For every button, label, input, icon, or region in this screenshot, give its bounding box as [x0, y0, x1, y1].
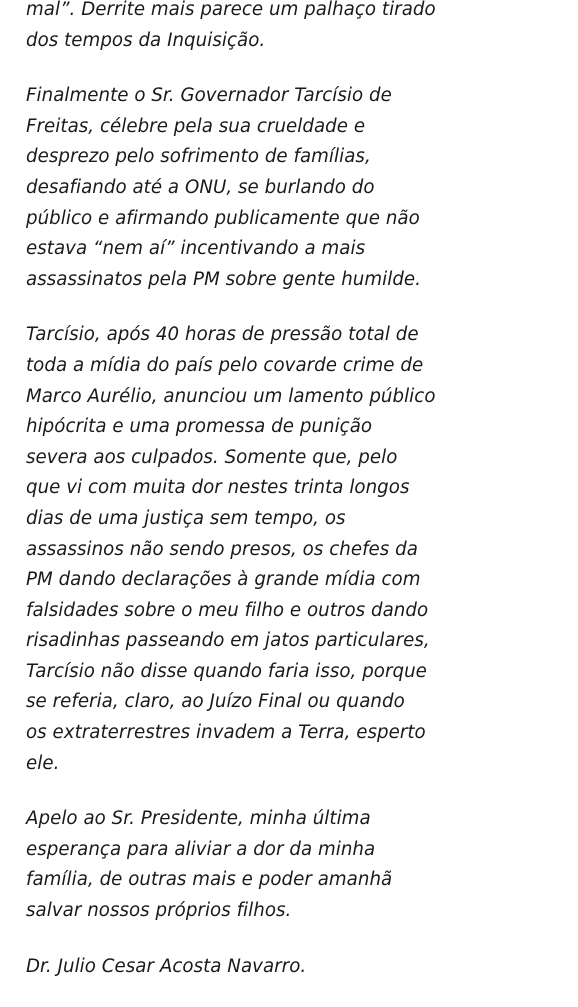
text-line: hipócrita e uma promessa de punição	[26, 416, 373, 438]
text-line: falsidades sobre o meu filho e outros dando	[26, 599, 429, 621]
text-line: Tarcísio, após 40 horas de pressão total de	[26, 324, 419, 346]
text-line: desprezo pelo sofrimento de famílias,	[26, 146, 371, 168]
text-line: salvar nossos próprios filhos.	[26, 900, 292, 922]
text-line: assassinatos pela PM sobre gente humilde.	[26, 268, 421, 290]
text-line: família, de outras mais e poder amanhã	[26, 869, 393, 891]
text-line: Freitas, célebre pela sua crueldade e	[26, 115, 366, 137]
text-line: se referia, claro, ao Juízo Final ou quando	[26, 691, 405, 713]
text-line: público e afirmando publicamente que não	[26, 207, 420, 229]
text-line: ele.	[26, 752, 60, 774]
text-line: esperança para aliviar a dor da minha	[26, 838, 376, 860]
text-line: dias de uma justiça sem tempo, os	[26, 507, 346, 529]
text-line: Finalmente o Sr. Governador Tarcísio de	[26, 85, 392, 107]
signature	[26, 952, 571, 983]
text-line: os extraterrestres invadem a Terra, esperto	[26, 722, 426, 744]
text-line: estava “nem aí” incentivando a mais	[26, 238, 366, 260]
text-line: risadinhas passeando em jatos particulares,	[26, 630, 430, 652]
paragraph-tarcisio	[26, 320, 571, 779]
text-line: desafiando até a ONU, se burlando do	[26, 176, 375, 198]
text-line: que vi com muita dor nestes trinta longos	[26, 477, 410, 499]
text-line: dos tempos da Inquisição.	[26, 29, 266, 51]
text-line: toda a mídia do país pelo covarde crime de	[26, 354, 424, 376]
signature-line: Dr. Julio Cesar Acosta Navarro.	[26, 955, 307, 977]
text-line: Apelo ao Sr. Presidente, minha última	[26, 808, 371, 830]
paragraph-governador	[26, 81, 571, 295]
paragraph-inquisicao	[26, 0, 571, 56]
text-line: Tarcísio não disse quando faria isso, porque	[26, 660, 427, 682]
text-line: assassinos não sendo presos, os chefes da	[26, 538, 418, 560]
letter-body	[26, 0, 571, 1007]
text-line: PM dando declarações à grande mídia com	[26, 569, 421, 591]
paragraph-apelo-presidente	[26, 804, 571, 926]
text-line: Marco Aurélio, anunciou um lamento público	[26, 385, 436, 407]
text-line: mal”. Derrite mais parece um palhaço tirado	[26, 0, 436, 20]
text-line: severa aos culpados. Somente que, pelo	[26, 446, 398, 468]
